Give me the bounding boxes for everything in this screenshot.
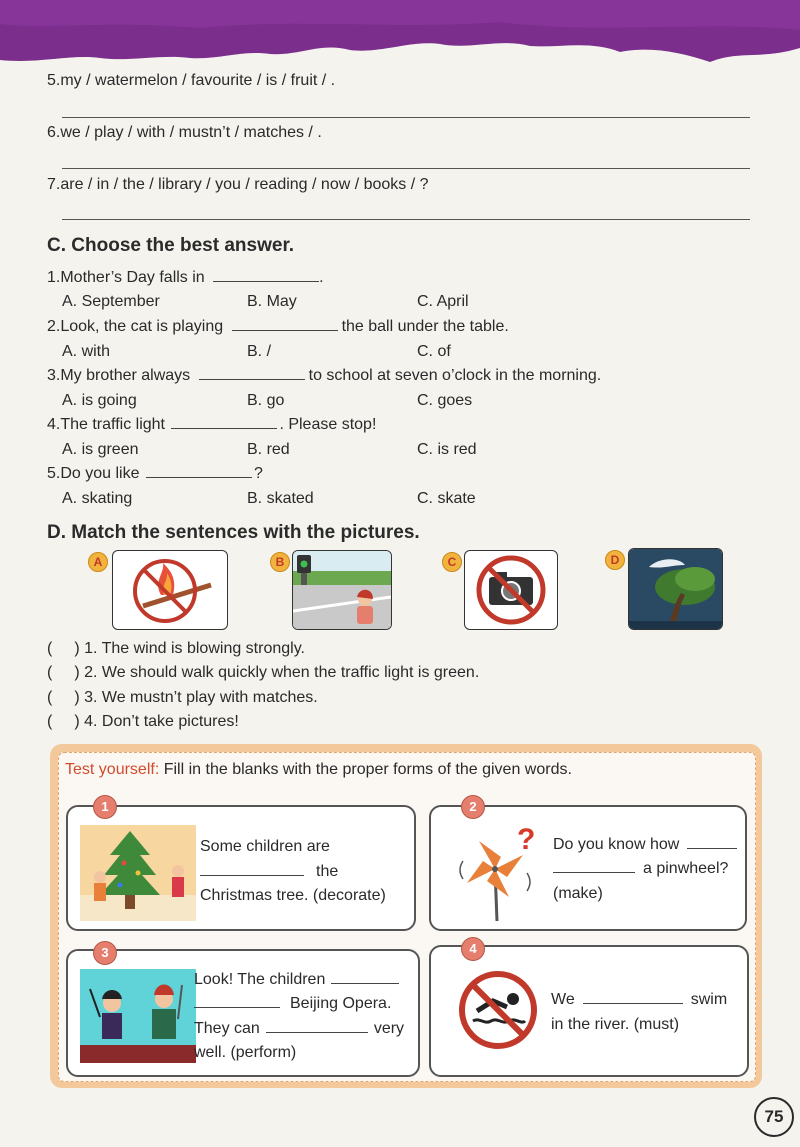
question-2 <box>47 318 509 336</box>
question-number: 5. <box>47 465 61 482</box>
card-number-2: 2 <box>461 795 485 819</box>
close-paren: ) <box>74 640 80 657</box>
question-tail: to school at seven o’clock in the morning. <box>308 367 602 384</box>
question-number: 4. <box>47 416 61 433</box>
match-row-2 <box>47 664 479 682</box>
picture-label-a: A <box>88 552 108 572</box>
windy-tree-icon <box>629 549 722 629</box>
exercise-card-2 <box>429 805 747 931</box>
option-b[interactable]: B. May <box>247 293 297 310</box>
picture-no-camera[interactable] <box>464 550 558 630</box>
answer-blank[interactable] <box>232 318 338 331</box>
option-a[interactable]: A. is green <box>62 441 139 458</box>
item-number: 7. <box>47 176 61 193</box>
question-tail: . <box>319 269 324 286</box>
question-stem: The traffic light <box>60 416 165 433</box>
match-row-1 <box>47 640 305 658</box>
question-number: 3. <box>47 367 61 384</box>
card-3-line-2 <box>194 992 391 1017</box>
exercise-card-1 <box>66 805 416 931</box>
item-text: are / in / the / library / you / reading / now / books / ? <box>60 176 429 193</box>
question-stem: Mother’s Day falls in <box>60 269 205 286</box>
section-d-title: D. Match the sentences with the pictures. <box>47 522 420 543</box>
card-1-line-1: Some children are <box>200 838 330 855</box>
card-4-line-1 <box>551 988 727 1013</box>
item-text: we / play / with / mustn’t / matches / . <box>60 124 322 141</box>
test-yourself-box <box>50 744 762 1088</box>
match-row-4 <box>47 713 239 731</box>
card-number-3: 3 <box>93 941 117 965</box>
option-c[interactable]: C. goes <box>417 392 473 409</box>
card-2-line-1 <box>553 833 737 858</box>
picture-label-d: D <box>605 550 625 570</box>
option-b[interactable]: B. skated <box>247 490 314 507</box>
card-number-4: 4 <box>461 937 485 961</box>
answer-blank[interactable] <box>146 465 252 478</box>
card-4-line-1-text: We <box>551 991 575 1008</box>
card-1-line-2-text: the <box>316 863 339 880</box>
card-2-line-3: (make) <box>553 885 603 902</box>
answer-blank[interactable] <box>171 416 277 429</box>
answer-line[interactable] <box>62 117 750 118</box>
answer-blank[interactable] <box>213 269 319 282</box>
question-tail: the ball under the table. <box>341 318 509 335</box>
card-2-line-2-text: a pinwheel? <box>643 860 729 877</box>
card-1-line-2 <box>200 860 338 885</box>
picture-crosswalk[interactable] <box>292 550 392 630</box>
option-c[interactable]: C. is red <box>417 441 477 458</box>
section-b-item-7 <box>47 176 429 194</box>
section-b-item-6 <box>47 124 322 142</box>
no-fire-icon <box>113 551 227 629</box>
picture-label-b: B <box>270 552 290 572</box>
question-stem: Do you like <box>60 465 140 482</box>
option-b[interactable]: B. red <box>247 441 290 458</box>
answer-blank[interactable] <box>583 991 683 1004</box>
answer-blank[interactable] <box>331 971 399 984</box>
card-3-line-1 <box>194 968 399 993</box>
option-c[interactable]: C. April <box>417 293 469 310</box>
card-2-line-2 <box>553 857 728 882</box>
option-a[interactable]: A. September <box>62 293 160 310</box>
open-paren[interactable]: ( <box>47 640 53 657</box>
option-a[interactable]: A. skating <box>62 490 133 507</box>
option-c[interactable]: C. skate <box>417 490 476 507</box>
no-swimming-icon <box>455 967 541 1053</box>
answer-blank[interactable] <box>687 836 737 849</box>
answer-blank[interactable] <box>200 863 304 876</box>
sentence-text: 4. Don’t take pictures! <box>84 713 239 730</box>
item-number: 6. <box>47 124 61 141</box>
pinwheel-icon <box>457 821 543 921</box>
question-tail: ? <box>253 465 263 482</box>
card-3-line-1-text: Look! The children <box>194 971 326 988</box>
exercise-card-3 <box>66 949 420 1077</box>
card-3-line-3 <box>194 1017 404 1042</box>
question-stem: Look, the cat is playing <box>60 318 224 335</box>
test-yourself-label: Test yourself: <box>65 761 160 778</box>
test-yourself-header <box>65 761 572 779</box>
picture-label-c: C <box>442 552 462 572</box>
question-stem: My brother always <box>60 367 191 384</box>
answer-blank[interactable] <box>553 860 635 873</box>
option-a[interactable]: A. with <box>62 343 111 360</box>
open-paren[interactable]: ( <box>47 713 53 730</box>
question-3 <box>47 367 601 385</box>
card-3-line-2-text: Beijing Opera. <box>290 995 392 1012</box>
question-tail: . Please stop! <box>279 416 377 433</box>
answer-blank[interactable] <box>266 1020 368 1033</box>
close-paren: ) <box>74 664 80 681</box>
section-c-title: C. Choose the best answer. <box>47 235 295 256</box>
option-a[interactable]: A. is going <box>62 392 137 409</box>
card-1-line-3: Christmas tree. (decorate) <box>200 887 386 904</box>
question-number: 1. <box>47 269 61 286</box>
svg-text:?: ? <box>517 823 536 856</box>
card-4-line-1-tail: swim <box>690 991 728 1008</box>
card-3-line-4: well. (perform) <box>194 1044 297 1061</box>
page-number: 75 <box>754 1097 794 1137</box>
sentence-text: 3. We mustn’t play with matches. <box>84 689 318 706</box>
close-paren: ) <box>74 689 80 706</box>
card-3-line-3-tail: very <box>373 1020 405 1037</box>
card-4-line-2: in the river. (must) <box>551 1016 680 1033</box>
item-text: my / watermelon / favourite / is / fruit / . <box>60 72 336 89</box>
question-4 <box>47 416 376 434</box>
sentence-text: 2. We should walk quickly when the traffic light is green. <box>84 664 480 681</box>
picture-windy-tree[interactable] <box>628 548 723 630</box>
option-b[interactable]: B. / <box>247 343 272 360</box>
question-5 <box>47 465 263 483</box>
test-yourself-instruction: Fill in the blanks with the proper forms of the given words. <box>163 761 572 778</box>
answer-blank[interactable] <box>199 367 305 380</box>
answer-blank[interactable] <box>194 995 280 1008</box>
card-3-line-3-text: They can <box>194 1020 260 1037</box>
open-paren[interactable]: ( <box>47 689 53 706</box>
card-number-1: 1 <box>93 795 117 819</box>
beijing-opera-icon <box>80 969 196 1063</box>
answer-line[interactable] <box>62 168 750 169</box>
no-camera-icon <box>465 551 557 629</box>
card-2-line-1-text: Do you know how <box>553 836 680 853</box>
question-number: 2. <box>47 318 61 335</box>
header-band <box>0 0 800 80</box>
sentence-text: 1. The wind is blowing strongly. <box>84 640 305 657</box>
picture-no-matches[interactable] <box>112 550 228 630</box>
item-number: 5. <box>47 72 61 89</box>
open-paren[interactable]: ( <box>47 664 53 681</box>
match-row-3 <box>47 689 318 707</box>
section-b-item-5 <box>47 72 335 90</box>
crosswalk-scene-icon <box>293 551 391 629</box>
option-c[interactable]: C. of <box>417 343 451 360</box>
option-b[interactable]: B. go <box>247 392 285 409</box>
christmas-tree-icon <box>80 825 196 921</box>
test-yourself-inner <box>58 752 756 1082</box>
close-paren: ) <box>74 713 80 730</box>
answer-line[interactable] <box>62 219 750 220</box>
question-1 <box>47 269 324 287</box>
exercise-card-4 <box>429 945 749 1077</box>
